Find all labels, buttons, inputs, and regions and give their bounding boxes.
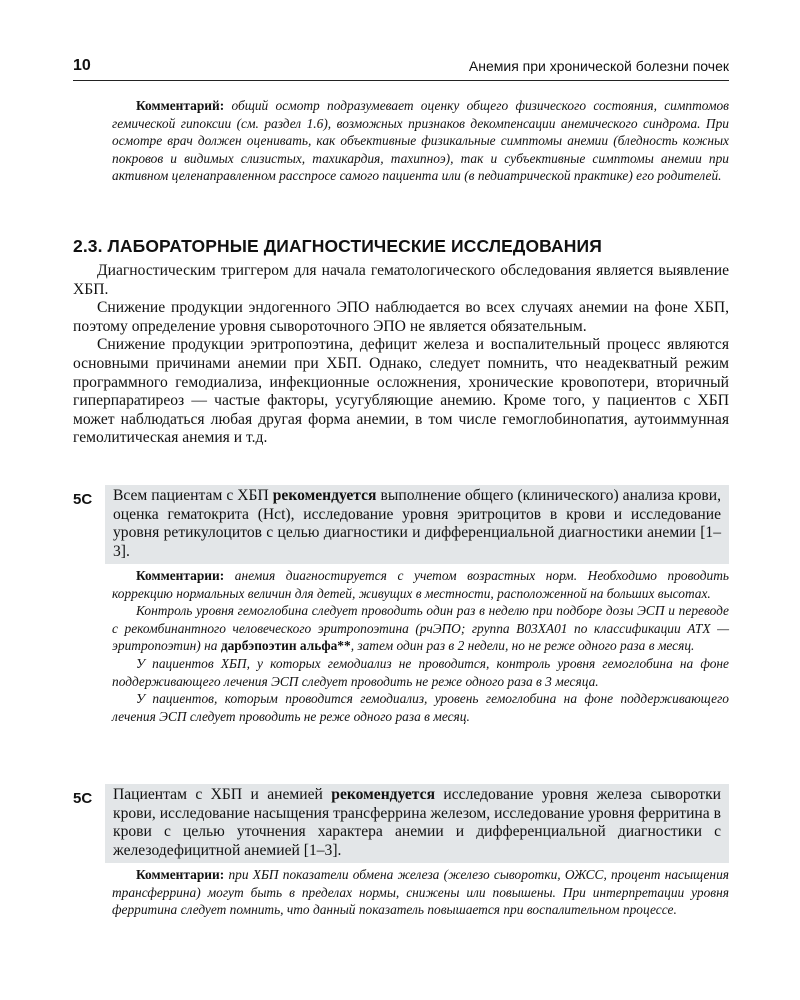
comment-paragraph: У пациентов ХБП, у которых гемодиализ не проводится, контроль уровня гемоглобина на фоне поддерживающего лечения ЭСП следует проводить не реже одного раза в 3 месяца.: [112, 655, 729, 689]
comment-paragraph: У пациентов, которым проводится гемодиализ, уровень гемоглобина на фоне поддерживающего лечения ЭСП следует проводить не реже одного раза в месяц.: [112, 691, 729, 724]
recommendation-text: Пациентам с ХБП и анемией рекомендуется исследование уровня железа сыворотки крови, исследование насыщения трансферрина железом, исследование уровня ферритина в крови с целью уточнения характера анемии и дифференциальной диагностики с железодефицитной анемией [1–3].: [105, 784, 729, 863]
evidence-grade: 5С: [73, 491, 93, 508]
recommendation-iron: [73, 784, 729, 864]
body-paragraph: Снижение продукции эндогенного ЭПО наблюдается во всех случаях анемии на фоне ХБП, поэтому определение уровня сывороточного ЭПО не является обязательным.: [73, 299, 729, 335]
recommendation-cbc: [73, 485, 729, 565]
comment-lead: Комментарии:: [136, 568, 225, 583]
running-title: Анемия при хронической болезни почек: [468, 58, 729, 74]
page-header: [73, 55, 729, 81]
comment-iron-indices: [112, 866, 729, 919]
recommendation-keyword: рекомендуется: [331, 786, 436, 803]
evidence-grade: 5С: [73, 790, 93, 807]
section-title: 2.3. ЛАБОРАТОРНЫЕ ДИАГНОСТИЧЕСКИЕ ИССЛЕДОВАНИЯ: [73, 236, 602, 256]
comment-lead: Комментарий:: [136, 98, 225, 113]
drug-name: дарбэпоэтин альфа**: [220, 638, 351, 654]
section-body: [73, 262, 729, 448]
header-rule: [73, 80, 729, 81]
comment-paragraph: [112, 97, 729, 185]
comment-paragraph: Комментарии: анемия диагностируется с учетом возрастных норм. Необходимо проводить коррекцию нормальных величин для детей, живущих в местности, расположенной на больших высотах.: [112, 568, 729, 601]
comment-lead: Комментарии:: [136, 867, 225, 882]
body-paragraph: Снижение продукции эритропоэтина, дефицит железа и воспалительный процесс являются основными причинами анемии при ХБП. Однако, следует помнить, что неадекватный режим программного гемодиализа, инфекционные осложнения, хронические кровопотери, вторичный гиперпаратиреоз — частые факторы, усугубляющие анемию. Кроме того, у пациентов с ХБП может наблюдаться любая другая форма анемии, в том числе гемоглобинопатия, аутоиммунная гемолитическая анемия и т.д.: [73, 336, 729, 447]
comment-text: общий осмотр подразумевает оценку общего физического состояния, симптомов гемической гипоксии (см. раздел 1.6), возможных признаков декомпенсации анемического синдрома. При осмотре врач должен оценивать, как объективные физикальные симптомы анемии (бледность кожных покровов и видимых слизистых, тахикардия, тахипноэ), так и субъективные симптомы анемии при активном целенаправленном расспросе самого пациента или (в педиатрической практике) его родителей.: [112, 98, 729, 184]
body-paragraph: Диагностическим триггером для начала гематологического обследования является выявление ХБП.: [73, 262, 729, 298]
comment-physical-exam: [112, 97, 729, 185]
recommendation-keyword: рекомендуется: [272, 487, 377, 504]
comment-paragraph: Контроль уровня гемоглобина следует проводить один раз в неделю при подборе дозы ЭСП и переводе с рекомбинантного человеческого эритропоэтина (рчЭПО; группа B03XA01 по классификации АТХ — эритропоэтин) на дарбэпоэтин альфа**, затем один раз в 2 недели, но не реже одного раза в месяц.: [112, 603, 729, 654]
recommendation-text: Всем пациентам с ХБП рекомендуется выполнение общего (клинического) анализа крови, оценка гематокрита (Hct), исследование уровня эритроцитов в крови и исследование уровня ретикулоцитов с целью диагностики и дифференциальной диагностики анемии [1–3].: [105, 485, 729, 564]
comment-paragraph: Комментарии: при ХБП показатели обмена железа (железо сыворотки, ОЖСС, процент насыщения трансферрина) могут быть в пределах нормы, снижены или повышены. При интерпретации уровня ферритина следует помнить, что данный показатель повышается при воспалительном процессе.: [112, 867, 729, 918]
comment-hemoglobin-monitoring: [112, 567, 729, 725]
page-number: 10: [73, 57, 91, 74]
